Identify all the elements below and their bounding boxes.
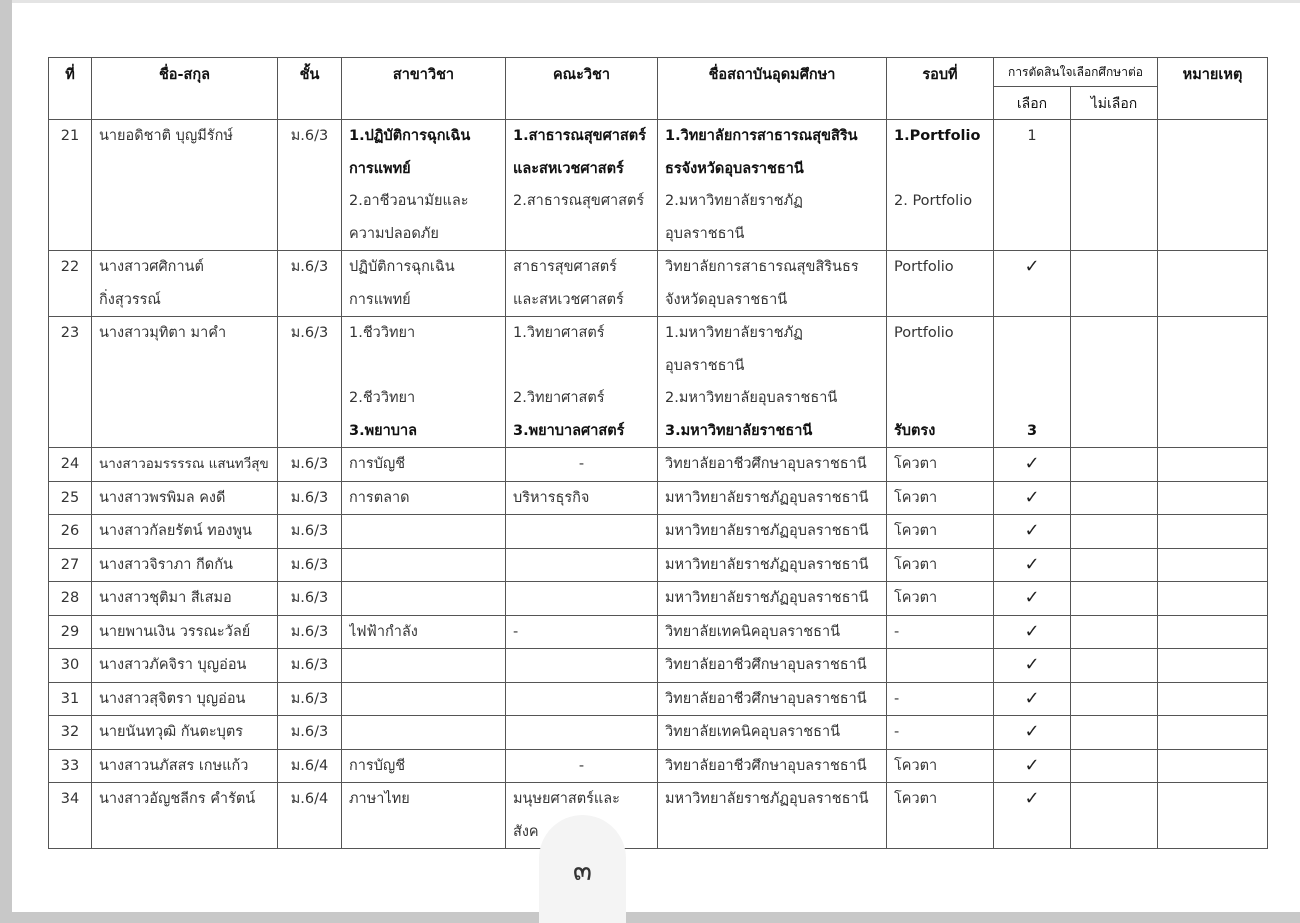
- faculty-line: สาธารสุขศาสตร์: [513, 259, 617, 275]
- major-line: 1.ปฏิบัติการฉุกเฉิน: [349, 128, 471, 144]
- institution-line: 2.มหาวิทยาลัยราชภัฏ: [665, 193, 803, 209]
- institution-line: อุบลราชธานี: [665, 357, 745, 374]
- faculty-line: และสหเวชศาสตร์: [513, 291, 624, 308]
- cell-name: [92, 783, 278, 849]
- name-line: นายนันทวุฒิ กันตะบุตร: [99, 724, 244, 740]
- round-line: โควตา: [894, 556, 938, 573]
- choose-line: ✓: [1024, 256, 1040, 277]
- cell-major: [342, 749, 506, 783]
- major-line: [349, 582, 498, 615]
- name-line: นางสาวอมรรรรณ แสนทวีสุข: [99, 456, 269, 472]
- cell-choose: [994, 481, 1071, 515]
- cell-major: [342, 582, 506, 616]
- cell-major: [342, 682, 506, 716]
- cell-class: ม.6/3: [278, 716, 342, 750]
- table-row: [49, 582, 1268, 616]
- header-class: ชั้น: [278, 58, 342, 120]
- institution-line: มหาวิทยาลัยราชภัฏอุบลราชธานี: [665, 489, 869, 506]
- faculty-line: มนุษยศาสตร์และ: [513, 791, 620, 807]
- major-line: [349, 683, 498, 716]
- cell-remark: [1158, 120, 1268, 251]
- faculty-line: 2.วิทยาศาสตร์: [513, 390, 605, 406]
- choose-line: ✓: [1024, 687, 1040, 709]
- institution-line: 1.มหาวิทยาลัยราชภัฏ: [665, 325, 803, 341]
- cell-choose: [994, 716, 1071, 750]
- cell-no: 24: [49, 448, 92, 482]
- institution-line: จังหวัดอุบลราชธานี: [665, 291, 788, 308]
- cell-institution: [658, 120, 887, 251]
- choose-line: [1001, 317, 1063, 350]
- cell-round: [887, 120, 994, 251]
- cell-major: [342, 716, 506, 750]
- cell-not-choose: [1071, 515, 1158, 549]
- cell-institution: [658, 716, 887, 750]
- name-line: นางสาวพรพิมล คงดี: [99, 489, 226, 506]
- round-line: -: [894, 724, 900, 740]
- cell-round: [887, 716, 994, 750]
- cell-round: [887, 548, 994, 582]
- round-line: Portfolio: [894, 259, 954, 275]
- name-line: นายพานเงิน วรรณะวัลย์: [99, 623, 251, 640]
- cell-choose: [994, 515, 1071, 549]
- cell-class: ม.6/3: [278, 515, 342, 549]
- cell-remark: [1158, 582, 1268, 616]
- cell-remark: [1158, 716, 1268, 750]
- round-line: โควตา: [894, 791, 938, 807]
- round-line: -: [894, 623, 900, 640]
- institution-line: วิทยาลัยเทคนิคอุบลราชธานี: [665, 623, 841, 640]
- cell-major: [342, 448, 506, 482]
- cell-class: ม.6/4: [278, 749, 342, 783]
- cell-remark: [1158, 649, 1268, 683]
- major-line: การตลาด: [349, 489, 410, 506]
- cell-institution: [658, 481, 887, 515]
- header-not-choose: ไม่เลือก: [1071, 87, 1158, 120]
- choose-line: [1001, 350, 1063, 383]
- faculty-line: [513, 218, 650, 251]
- cell-round: [887, 615, 994, 649]
- cell-name: [92, 251, 278, 317]
- table-row: [49, 548, 1268, 582]
- cell-not-choose: [1071, 448, 1158, 482]
- round-line: โควตา: [894, 456, 938, 472]
- cell-no: 29: [49, 615, 92, 649]
- institution-line: มหาวิทยาลัยราชภัฏอุบลราชธานี: [665, 556, 869, 573]
- faculty-line: [513, 582, 650, 615]
- faculty-line: สังค: [513, 823, 539, 840]
- cell-choose: [994, 317, 1071, 448]
- round-line: 1.Portfolio: [894, 128, 981, 144]
- round-line: รับตรง: [894, 422, 936, 439]
- faculty-line: -: [578, 757, 585, 774]
- cell-institution: [658, 783, 887, 849]
- cell-major: [342, 317, 506, 448]
- header-remark: หมายเหตุ: [1158, 58, 1268, 120]
- cell-faculty: [506, 649, 658, 683]
- cell-class: ม.6/3: [278, 682, 342, 716]
- cell-not-choose: [1071, 615, 1158, 649]
- round-line: [894, 649, 986, 682]
- cell-not-choose: [1071, 481, 1158, 515]
- choose-line: ✓: [1024, 587, 1040, 608]
- cell-faculty: [506, 582, 658, 616]
- header-no: ที่: [49, 58, 92, 120]
- cell-remark: [1158, 682, 1268, 716]
- cell-no: 26: [49, 515, 92, 549]
- institution-line: มหาวิทยาลัยราชภัฏอุบลราชธานี: [665, 523, 869, 539]
- cell-round: [887, 783, 994, 849]
- table-row: [49, 749, 1268, 783]
- choose-line: 3: [1026, 422, 1038, 439]
- round-line: [894, 153, 986, 186]
- name-line: นางสาวกัลยรัตน์ ทองพูน: [99, 523, 252, 539]
- institution-line: 3.มหาวิทยาลัยราชธานี: [665, 422, 813, 439]
- cell-major: [342, 649, 506, 683]
- faculty-line: 2.สาธารณสุขศาสตร์: [513, 193, 645, 209]
- faculty-line: [513, 350, 650, 383]
- cell-no: 22: [49, 251, 92, 317]
- table-row: [49, 317, 1268, 448]
- major-line: [349, 350, 498, 383]
- header-major: สาขาวิชา: [342, 58, 506, 120]
- cell-remark: [1158, 481, 1268, 515]
- header-name: ชื่อ-สกุล: [92, 58, 278, 120]
- institution-line: วิทยาลัยอาชีวศึกษาอุบลราชธานี: [665, 657, 867, 673]
- major-line: [349, 549, 498, 582]
- choose-line: ✓: [1024, 553, 1040, 575]
- cell-faculty: [506, 615, 658, 649]
- major-line: ไฟฟ้ากำลัง: [349, 623, 418, 640]
- cell-round: [887, 649, 994, 683]
- cell-class: ม.6/3: [278, 582, 342, 616]
- cell-institution: [658, 448, 887, 482]
- choose-line: 1: [1027, 128, 1037, 144]
- header-institution: ชื่อสถาบันอุดมศึกษา: [658, 58, 887, 120]
- cell-no: 25: [49, 481, 92, 515]
- cell-round: [887, 317, 994, 448]
- cell-no: 27: [49, 548, 92, 582]
- institution-line: วิทยาลัยอาชีวศึกษาอุบลราชธานี: [665, 690, 867, 707]
- cell-faculty: [506, 682, 658, 716]
- cell-name: [92, 481, 278, 515]
- table-row: [49, 682, 1268, 716]
- round-line: โควตา: [894, 590, 938, 606]
- table-row: [49, 448, 1268, 482]
- institution-line: อุบลราชธานี: [665, 225, 745, 242]
- cell-class: ม.6/4: [278, 783, 342, 849]
- cell-class: ม.6/3: [278, 317, 342, 448]
- cell-class: ม.6/3: [278, 481, 342, 515]
- faculty-line: 1.วิทยาศาสตร์: [513, 325, 605, 341]
- name-line: นายอดิชาติ บุญมีรักษ์: [99, 128, 233, 144]
- round-line: [894, 218, 986, 251]
- round-line: โควตา: [894, 757, 938, 774]
- cell-institution: [658, 582, 887, 616]
- round-line: Portfolio: [894, 325, 954, 341]
- major-line: การแพทย์: [349, 160, 411, 177]
- faculty-line: [513, 515, 650, 548]
- cell-not-choose: [1071, 548, 1158, 582]
- table-row: [49, 120, 1268, 251]
- cell-class: ม.6/3: [278, 615, 342, 649]
- cell-round: [887, 515, 994, 549]
- cell-major: [342, 251, 506, 317]
- faculty-line: [513, 649, 650, 682]
- cell-not-choose: [1071, 120, 1158, 251]
- cell-institution: [658, 682, 887, 716]
- cell-remark: [1158, 783, 1268, 849]
- cell-not-choose: [1071, 716, 1158, 750]
- cell-not-choose: [1071, 783, 1158, 849]
- major-line: [349, 515, 498, 548]
- cell-institution: [658, 317, 887, 448]
- round-line: [894, 382, 986, 415]
- name-line: นางสาวนภัสสร เกษแก้ว: [99, 757, 249, 774]
- cell-name: [92, 615, 278, 649]
- table-row: [49, 251, 1268, 317]
- cell-name: [92, 649, 278, 683]
- cell-no: 31: [49, 682, 92, 716]
- name-line: กิ่งสุวรรณ์: [99, 291, 161, 308]
- student-table: [48, 57, 1268, 849]
- cell-no: 33: [49, 749, 92, 783]
- cell-name: [92, 515, 278, 549]
- faculty-line: [513, 716, 650, 749]
- cell-faculty: [506, 749, 658, 783]
- cell-major: [342, 615, 506, 649]
- cell-not-choose: [1071, 582, 1158, 616]
- header-round: รอบที่: [887, 58, 994, 120]
- faculty-line: -: [578, 456, 585, 472]
- cell-remark: [1158, 251, 1268, 317]
- cell-remark: [1158, 548, 1268, 582]
- major-line: การแพทย์: [349, 291, 411, 308]
- cell-remark: [1158, 749, 1268, 783]
- cell-institution: [658, 515, 887, 549]
- cell-choose: [994, 582, 1071, 616]
- choose-line: ✓: [1024, 788, 1040, 809]
- major-line: [349, 716, 498, 749]
- cell-class: ม.6/3: [278, 548, 342, 582]
- institution-line: ธรจังหวัดอุบลราชธานี: [665, 160, 804, 177]
- cell-name: [92, 682, 278, 716]
- cell-not-choose: [1071, 749, 1158, 783]
- table-row: [49, 481, 1268, 515]
- cell-remark: [1158, 317, 1268, 448]
- major-line: ปฏิบัติการฉุกเฉิน: [349, 259, 455, 275]
- document-page: [12, 0, 1300, 912]
- cell-institution: [658, 615, 887, 649]
- table-row: [49, 515, 1268, 549]
- cell-faculty: [506, 548, 658, 582]
- institution-line: วิทยาลัยการสาธารณสุขสิรินธร: [665, 259, 859, 275]
- institution-line: 1.วิทยาลัยการสาธารณสุขสิริน: [665, 128, 858, 144]
- faculty-line: [513, 683, 650, 716]
- table-row: [49, 615, 1268, 649]
- cell-round: [887, 749, 994, 783]
- choose-line: ✓: [1024, 654, 1040, 675]
- faculty-line: 3.พยาบาลศาสตร์: [513, 422, 625, 439]
- faculty-line: -: [513, 623, 519, 640]
- choose-line: ✓: [1024, 620, 1040, 642]
- table-body: [49, 120, 1268, 849]
- header-faculty: คณะวิชา: [506, 58, 658, 120]
- institution-line: มหาวิทยาลัยราชภัฏอุบลราชธานี: [665, 590, 869, 606]
- faculty-line: [513, 549, 650, 582]
- choose-line: ✓: [1024, 721, 1040, 742]
- major-line: [349, 649, 498, 682]
- table-header: [49, 58, 1268, 120]
- cell-name: [92, 548, 278, 582]
- cell-major: [342, 783, 506, 849]
- choose-line: ✓: [1024, 486, 1040, 508]
- cell-class: ม.6/3: [278, 120, 342, 251]
- institution-line: มหาวิทยาลัยราชภัฏอุบลราชธานี: [665, 791, 869, 807]
- cell-faculty: [506, 448, 658, 482]
- cell-remark: [1158, 615, 1268, 649]
- cell-remark: [1158, 515, 1268, 549]
- cell-institution: [658, 548, 887, 582]
- faculty-line: และสหเวชศาสตร์: [513, 160, 624, 177]
- cell-faculty: [506, 251, 658, 317]
- cell-choose: [994, 649, 1071, 683]
- round-line: โควตา: [894, 489, 938, 506]
- cell-faculty: [506, 317, 658, 448]
- choose-line: [1001, 382, 1063, 415]
- institution-line: วิทยาลัยอาชีวศึกษาอุบลราชธานี: [665, 456, 867, 472]
- table-row: [49, 716, 1268, 750]
- major-line: การบัญชี: [349, 757, 406, 774]
- cell-not-choose: [1071, 317, 1158, 448]
- choose-line: ✓: [1024, 520, 1040, 541]
- cell-no: 28: [49, 582, 92, 616]
- choose-line: ✓: [1024, 754, 1040, 776]
- cell-no: 30: [49, 649, 92, 683]
- page-number: ๓: [572, 854, 593, 887]
- cell-major: [342, 515, 506, 549]
- institution-line: วิทยาลัยอาชีวศึกษาอุบลราชธานี: [665, 757, 867, 774]
- name-line: นางสาวมุทิตา มาคำ: [99, 325, 227, 341]
- institution-line: 2.มหาวิทยาลัยอุบลราชธานี: [665, 390, 838, 406]
- cell-no: 21: [49, 120, 92, 251]
- name-line: นางสาวภัคจิรา บุญอ่อน: [99, 657, 247, 673]
- name-line: นางสาวจิราภา กีดกัน: [99, 556, 233, 573]
- faculty-line: 1.สาธารณสุขศาสตร์: [513, 128, 646, 144]
- choose-line: ✓: [1024, 453, 1040, 474]
- cell-class: ม.6/3: [278, 251, 342, 317]
- cell-faculty: [506, 716, 658, 750]
- cell-name: [92, 716, 278, 750]
- cell-round: [887, 448, 994, 482]
- cell-round: [887, 251, 994, 317]
- cell-faculty: [506, 120, 658, 251]
- institution-line: วิทยาลัยเทคนิคอุบลราชธานี: [665, 724, 841, 740]
- major-line: 1.ชีววิทยา: [349, 325, 416, 341]
- major-line: การบัญชี: [349, 456, 406, 472]
- round-line: 2. Portfolio: [894, 193, 973, 209]
- cell-remark: [1158, 448, 1268, 482]
- name-line: นางสาวอัญชลีกร คำรัตน์: [99, 791, 256, 807]
- cell-institution: [658, 749, 887, 783]
- page-number-tab: [539, 815, 626, 923]
- major-line: 3.พยาบาล: [349, 422, 418, 439]
- major-line: ความปลอดภัย: [349, 225, 439, 242]
- cell-choose: [994, 548, 1071, 582]
- cell-institution: [658, 251, 887, 317]
- cell-not-choose: [1071, 649, 1158, 683]
- cell-institution: [658, 649, 887, 683]
- cell-faculty: [506, 481, 658, 515]
- cell-choose: [994, 682, 1071, 716]
- cell-name: [92, 448, 278, 482]
- major-line: 2.ชีววิทยา: [349, 390, 416, 406]
- cell-round: [887, 682, 994, 716]
- cell-class: ม.6/3: [278, 448, 342, 482]
- cell-class: ม.6/3: [278, 649, 342, 683]
- header-decision: การตัดสินใจเลือกศึกษาต่อ: [994, 58, 1158, 87]
- table-row: [49, 783, 1268, 849]
- cell-not-choose: [1071, 682, 1158, 716]
- cell-no: 32: [49, 716, 92, 750]
- round-line: โควตา: [894, 523, 938, 539]
- name-line: นางสาวสุจิตรา บุญอ่อน: [99, 690, 246, 707]
- cell-choose: [994, 749, 1071, 783]
- cell-round: [887, 582, 994, 616]
- cell-no: 34: [49, 783, 92, 849]
- cell-choose: [994, 120, 1071, 251]
- cell-not-choose: [1071, 251, 1158, 317]
- table-row: [49, 649, 1268, 683]
- cell-major: [342, 481, 506, 515]
- round-line: [894, 350, 986, 383]
- cell-choose: [994, 783, 1071, 849]
- header-choose: เลือก: [994, 87, 1071, 120]
- cell-choose: [994, 251, 1071, 317]
- cell-no: 23: [49, 317, 92, 448]
- cell-choose: [994, 448, 1071, 482]
- cell-faculty: [506, 515, 658, 549]
- faculty-line: บริหารธุรกิจ: [513, 489, 590, 506]
- cell-name: [92, 120, 278, 251]
- cell-major: [342, 120, 506, 251]
- name-line: นางสาวชุติมา สีเสมอ: [99, 590, 232, 606]
- round-line: -: [894, 690, 900, 707]
- name-line: นางสาวศศิกานต์: [99, 259, 204, 275]
- major-line: 2.อาชีวอนามัยและ: [349, 193, 469, 209]
- cell-name: [92, 749, 278, 783]
- major-line: ภาษาไทย: [349, 791, 410, 807]
- cell-choose: [994, 615, 1071, 649]
- cell-major: [342, 548, 506, 582]
- cell-round: [887, 481, 994, 515]
- cell-name: [92, 317, 278, 448]
- cell-name: [92, 582, 278, 616]
